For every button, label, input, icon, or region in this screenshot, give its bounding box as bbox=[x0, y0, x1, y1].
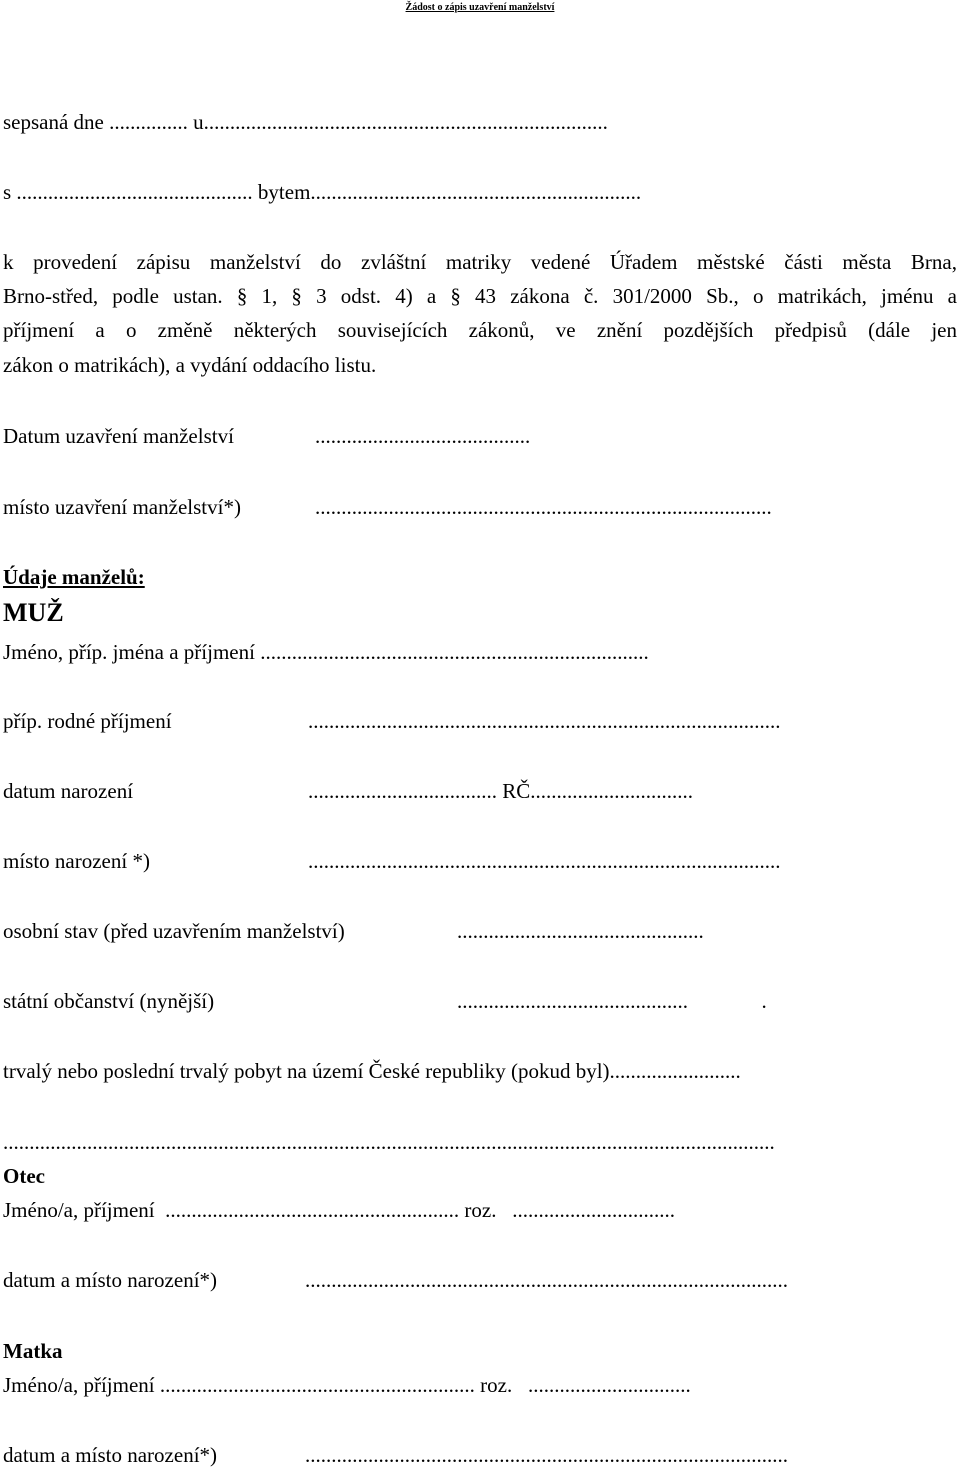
marriage-place-label: místo uzavření manželství*) bbox=[3, 495, 241, 519]
marriage-place-field: ....................................................................................... bbox=[315, 495, 772, 519]
man-birth-place-label: místo narození *) bbox=[3, 849, 150, 873]
man-residence-continuation: ................................................................................................................................................... bbox=[3, 1130, 775, 1154]
man-citizenship-field: ............................................ . bbox=[457, 989, 767, 1013]
marriage-date-label: Datum uzavření manželství bbox=[3, 424, 234, 448]
applicant-line: s ............................................. bytem............................................................... bbox=[3, 180, 642, 204]
man-citizenship-label: státní občanství (nynější) bbox=[3, 989, 215, 1013]
man-marital-status-label: osobní stav (před uzavřením manželství) bbox=[3, 919, 345, 943]
father-birth-label: datum a místo narození*) bbox=[3, 1268, 218, 1292]
man-name-line: Jméno, příp. jména a příjmení .......................................................................... bbox=[3, 640, 649, 664]
spouses-heading: Údaje manželů: bbox=[3, 565, 145, 589]
intro-paragraph-line: k provedení zápisu manželství do zvláštní matriky vedené Úřadem městské části města Brna, bbox=[3, 250, 957, 274]
man-marital-status-field: ............................................... bbox=[457, 919, 704, 943]
man-birth-surname-label: příp. rodné příjmení bbox=[3, 709, 172, 733]
marriage-date-field: ......................................... bbox=[315, 424, 531, 448]
man-birth-surname-field: .......................................................................................... bbox=[308, 709, 781, 733]
signed-date-line: sepsaná dne ............... u............................................................................. bbox=[3, 110, 608, 134]
father-birth-field: ............................................................................................ bbox=[305, 1268, 788, 1292]
intro-paragraph-line: Brno-střed, podle ustan. § 1, § 3 odst. 4) a § 43 zákona č. 301/2000 Sb., o matrikách, jménu a bbox=[3, 284, 957, 308]
document-title: Žádost o zápis uzavření manželství bbox=[405, 2, 555, 13]
father-heading: Otec bbox=[3, 1164, 45, 1188]
intro-paragraph-last-line: zákon o matrikách), a vydání oddacího listu. bbox=[3, 353, 377, 377]
mother-heading: Matka bbox=[3, 1339, 63, 1363]
man-birth-date-field: .................................... RČ............................... bbox=[308, 779, 694, 803]
man-residence-line: trvalý nebo poslední trvalý pobyt na území České republiky (pokud byl)......................... bbox=[3, 1059, 741, 1083]
mother-birth-field: ............................................................................................ bbox=[305, 1443, 788, 1467]
mother-birth-label: datum a místo narození*) bbox=[3, 1443, 218, 1467]
father-name-line: Jméno/a, příjmení ........................................................ roz. ............................... bbox=[3, 1198, 675, 1222]
man-birth-date-label: datum narození bbox=[3, 779, 134, 803]
mother-name-line: Jméno/a, příjmení ............................................................ roz. ............................... bbox=[3, 1373, 691, 1397]
man-heading: MUŽ bbox=[3, 598, 64, 627]
intro-paragraph-line: příjmení a o změně některých souvisejících zákonů, ve znění pozdějších předpisů (dále jen bbox=[3, 318, 957, 342]
man-birth-place-field: .......................................................................................... bbox=[308, 849, 781, 873]
